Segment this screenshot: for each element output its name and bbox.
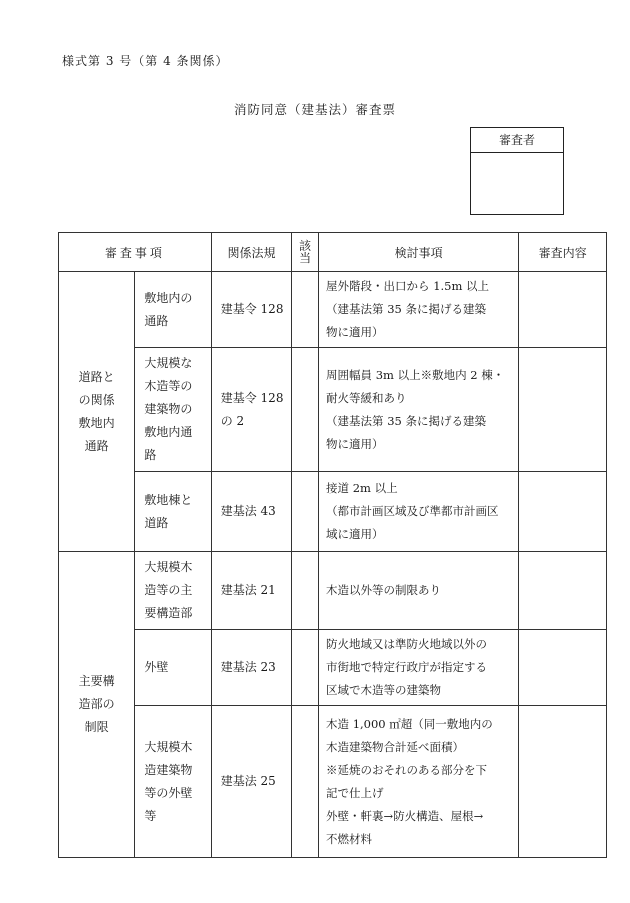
subitem-line: 建築物の <box>144 402 193 416</box>
review-content-cell[interactable] <box>519 552 607 630</box>
subitem-line: 造建築物 <box>144 762 193 777</box>
subitem-line: 敷地棟と <box>144 492 193 507</box>
law-cell <box>211 552 291 630</box>
category-line: 造部の <box>78 697 115 711</box>
review-content-cell[interactable] <box>519 348 607 472</box>
law-line: 建基法 21 <box>220 583 276 597</box>
law-line: 建基法 23 <box>220 660 276 674</box>
table-row <box>59 706 607 858</box>
category-line: 通路 <box>84 438 109 453</box>
subitem-line: 大規模木 <box>144 560 193 574</box>
subitem-line: 木造等の <box>144 379 193 393</box>
category-line: 敷地内 <box>78 415 115 430</box>
exam-line: 木造 1,000 ㎡超（同一敷地内の <box>326 716 493 731</box>
exam-line: 木造建築物合計延べ面積） <box>326 739 465 754</box>
exam-line: 物に適用） <box>326 436 384 451</box>
applicable-checkbox-cell[interactable] <box>292 706 319 858</box>
applicable-checkbox-cell[interactable] <box>292 630 319 706</box>
reviewer-label: 審査者 <box>471 128 563 153</box>
table-row <box>59 348 607 472</box>
reviewer-box <box>470 127 564 215</box>
table-header-row <box>59 233 607 272</box>
subitem-line: 敷地内通 <box>144 425 193 439</box>
applicable-checkbox-cell[interactable] <box>292 552 319 630</box>
subitem-exterior-wall <box>135 630 211 706</box>
law-line: 建基法 25 <box>220 774 276 788</box>
header-related-law: 関係法規 <box>211 233 291 272</box>
examination-cell <box>319 552 519 630</box>
examination-cell <box>319 630 519 706</box>
applicable-checkbox-cell[interactable] <box>292 348 319 472</box>
exam-line: 外壁・軒裏→防火構造、屋根→ <box>326 808 484 823</box>
form-number: 様式第 3 号（第 4 条関係） <box>62 54 229 68</box>
exam-line: 記で仕上げ <box>326 785 384 800</box>
category-line: 主要構 <box>78 674 115 688</box>
category-line: 道路と <box>78 369 115 384</box>
review-content-cell[interactable] <box>519 630 607 706</box>
subitem-line: 要構造部 <box>144 606 193 620</box>
document-title: 消防同意（建基法）審査票 <box>233 102 396 117</box>
header-examination: 検討事項 <box>319 233 519 272</box>
header-applicable <box>292 233 319 272</box>
examination-cell <box>319 348 519 472</box>
subitem-line: 等 <box>144 808 157 823</box>
category-main-structure <box>59 552 135 858</box>
review-content-cell[interactable] <box>519 272 607 348</box>
law-cell <box>211 472 291 552</box>
table-row <box>59 630 607 706</box>
exam-line: ※延焼のおそれのある部分を下 <box>326 762 488 777</box>
table-row <box>59 272 607 348</box>
law-line: 建基法 43 <box>220 504 276 518</box>
applicable-checkbox-cell[interactable] <box>292 272 319 348</box>
header-applicable-top: 該 <box>299 239 312 253</box>
law-line: 建基令 128 <box>220 390 284 405</box>
subitem-site-road <box>135 472 211 552</box>
category-line: 制限 <box>84 720 109 734</box>
law-line: の 2 <box>220 413 245 428</box>
header-review-content: 審査内容 <box>519 233 607 272</box>
exam-line: 区域で木造等の建築物 <box>326 683 442 697</box>
subitem-line: 造等の主 <box>144 583 193 597</box>
examination-cell <box>319 472 519 552</box>
review-content-cell[interactable] <box>519 706 607 858</box>
exam-line: 域に適用） <box>326 527 384 541</box>
law-cell <box>211 272 291 348</box>
law-cell <box>211 706 291 858</box>
law-cell <box>211 348 291 472</box>
examination-cell <box>319 706 519 858</box>
subitem-line: 路 <box>144 448 157 462</box>
exam-line: 物に適用） <box>326 325 384 339</box>
reviewer-stamp-area[interactable] <box>471 153 563 214</box>
subitem-line: 等の外壁 <box>144 785 193 800</box>
subitem-line: 道路 <box>144 515 169 530</box>
exam-line: 木造以外等の制限あり <box>326 583 442 597</box>
table-row <box>59 552 607 630</box>
subitem-line: 大規模木 <box>144 739 193 754</box>
law-line: 建基令 128 <box>220 302 284 316</box>
law-cell <box>211 630 291 706</box>
subitem-line: 外壁 <box>144 660 169 674</box>
category-road-relation <box>59 272 135 552</box>
exam-line: （都市計画区域及び準都市計画区 <box>326 504 499 518</box>
subitem-large-wooden-passage <box>135 348 211 472</box>
header-applicable-bottom: 当 <box>299 251 312 265</box>
exam-line: （建基法第 35 条に掲げる建築 <box>326 302 486 316</box>
exam-line: 屋外階段・出口から 1.5m 以上 <box>326 279 490 293</box>
exam-line: 接道 2m 以上 <box>326 481 398 495</box>
exam-line: 不燃材料 <box>326 831 373 846</box>
examination-cell <box>319 272 519 348</box>
applicable-checkbox-cell[interactable] <box>292 472 319 552</box>
exam-line: 市街地で特定行政庁が指定する <box>326 660 488 674</box>
subitem-line: 大規模な <box>144 356 193 370</box>
exam-line: 防火地域又は準防火地域以外の <box>326 637 488 651</box>
table-row <box>59 472 607 552</box>
review-content-cell[interactable] <box>519 472 607 552</box>
review-table <box>58 232 607 858</box>
subitem-site-passage <box>135 272 211 348</box>
exam-line: 周囲幅員 3m 以上※敷地内 2 棟・ <box>326 367 505 382</box>
subitem-large-wooden-exterior <box>135 706 211 858</box>
subitem-line: 通路 <box>144 313 169 328</box>
exam-line: （建基法第 35 条に掲げる建築 <box>326 413 486 428</box>
category-line: の関係 <box>78 392 115 407</box>
subitem-line: 敷地内の <box>144 290 193 305</box>
subitem-large-wooden-structure <box>135 552 211 630</box>
header-review-item: 審査事項 <box>59 233 212 272</box>
exam-line: 耐火等緩和あり <box>326 390 407 405</box>
